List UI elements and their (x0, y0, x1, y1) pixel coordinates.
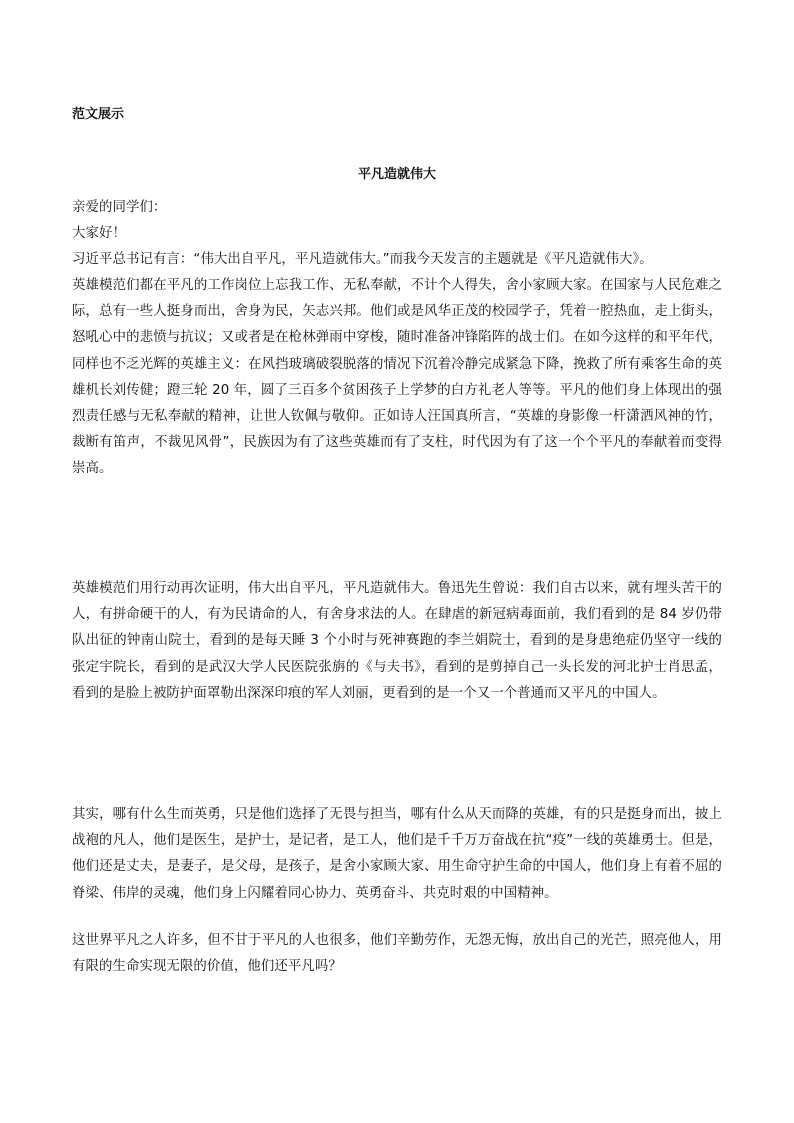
paragraph-2: 英雄模范们都在平凡的工作岗位上忘我工作、无私奉献，不计个人得失，舍小家顾大家。在国家与人民危难之际，总有一些人挺身而出，舍身为民，矢志兴邦。他们或是风华正茂的校园学子，凭着一腔热血，走上街头，怒吼心中的悲愤与抗议；又或者是在枪林弹雨中穿梭，随时准备冲锋陷阵的战士们。在如今这样的和平年代，同样也不乏光辉的英雄主义：在风挡玻璃破裂脱落的情况下沉着冷静完成紧急下降，挽救了所有乘客生命的英雄机长刘传健；蹬三轮 20 年，圆了三百多个贫困孩子上学梦的白方礼老人等等。平凡的他们身上体现出的强烈责任感与无私奉献的精神，让世人钦佩与敬仰。正如诗人汪国真所言，“英雄的身影像一杆潇洒风神的竹，裁断有笛声，不裁见风骨”，民族因为有了这些英雄而有了支柱，时代因为有了这一个个平凡的奉献着而变得崇高。 (72, 278, 722, 477)
paragraph-5: 这世界平凡之人许多，但不甘于平凡的人也很多，他们辛勤劳作，无怨无悔，放出自己的光芒，照亮他人，用有限的生命实现无限的价值，他们还平凡吗？ (72, 933, 722, 975)
section-label: 范文展示 (72, 107, 125, 122)
greeting: 大家好！ (72, 226, 126, 241)
paragraph-1: 习近平总书记有言：“伟大出自平凡，平凡造就伟大。”而我今天发言的主题就是《平凡造就伟大》。 (72, 252, 653, 267)
essay-title: 平凡造就伟大 (357, 167, 436, 182)
paragraph-3: 英雄模范们用行动再次证明，伟大出自平凡，平凡造就伟大。鲁迅先生曾说：我们自古以来，就有埋头苦干的人，有拼命硬干的人，有为民请命的人，有舍身求法的人。在肆虐的新冠病毒面前，我们看到的是 84 岁仍带队出征的钟南山院士，看到的是每天睡 3 个小时与死神赛跑的李兰娟院士，看到的是身患绝症仍坚守一线的张定宇院长，看到的是武汉大学人民医院张旃的《与夫书》，看到的是剪掉自己一头长发的河北护士肖思孟，看到的是脸上被防护面罩勒出深深印痕的军人刘丽，更看到的是一个又一个普通而又平凡的中国人。 (72, 581, 722, 701)
paragraph-4: 其实，哪有什么生而英勇，只是他们选择了无畏与担当，哪有什么从天而降的英雄，有的只是挺身而出，披上战袍的凡人，他们是医生，是护士，是记者，是工人，他们是千千万万奋战在抗“疫”一线的英雄勇士。但是，他们还是丈夫，是妻子，是父母，是孩子，是舍小家顾大家、用生命守护生命的中国人，他们身上有着不屈的脊梁、伟岸的灵魂，他们身上闪耀着同心协力、英勇奋斗、共克时艰的中国精神。 (72, 807, 722, 901)
salutation: 亲爱的同学们： (72, 200, 167, 215)
